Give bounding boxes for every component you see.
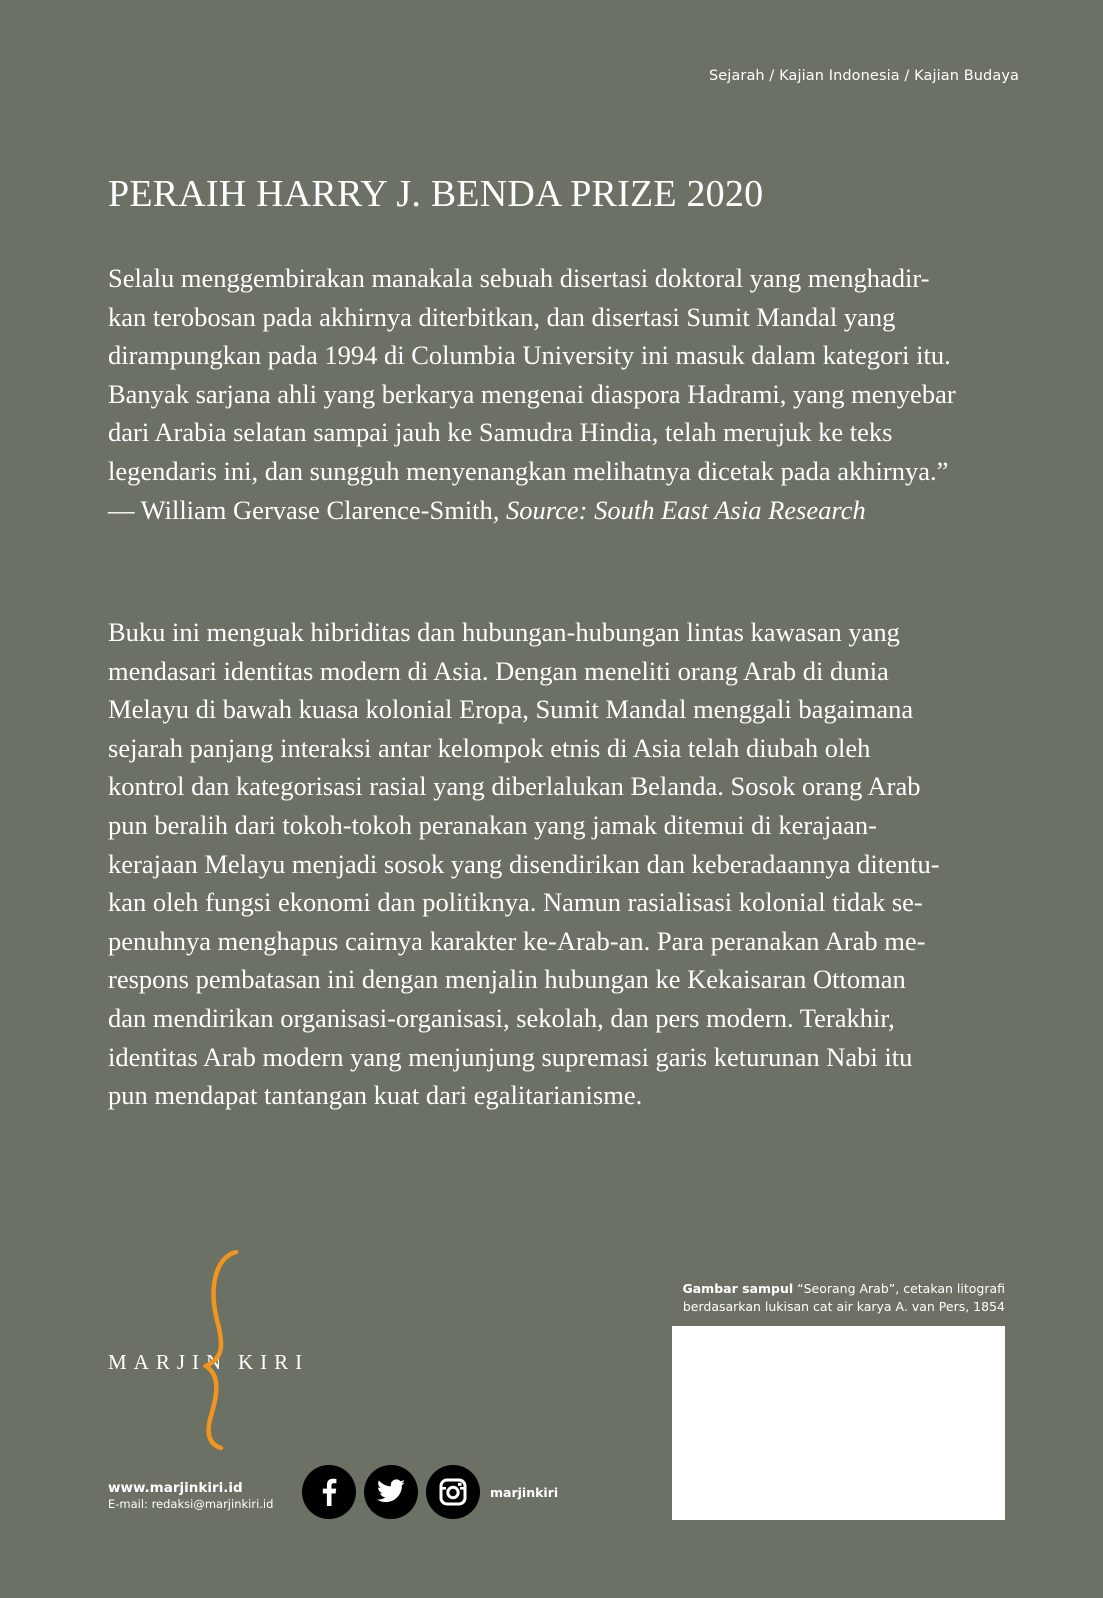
quote-line: kan terobosan pada akhirnya diterbitkan, dan disertasi Sumit Mandal yang — [108, 301, 896, 332]
quote-attribution-line — [108, 491, 1018, 530]
book-description — [108, 613, 1018, 1115]
description-line: Melayu di bawah kuasa kolonial Eropa, Sumit Mandal menggali bagaimana — [108, 694, 914, 725]
quote-source: , Source: South East Asia Research — [492, 494, 866, 525]
description-line: penuhnya menghapus cairnya karakter ke-Arab-an. Para peranakan Arab me- — [108, 925, 926, 956]
twitter-icon[interactable] — [364, 1465, 418, 1519]
category-tags: Sejarah / Kajian Indonesia / Kajian Budaya — [708, 68, 1019, 84]
instagram-icon[interactable] — [426, 1465, 480, 1519]
caption-bold: Gambar sampul — [682, 1281, 794, 1296]
description-line: kontrol dan kategorisasi rasial yang diberlalukan Belanda. Sosok orang Arab — [108, 771, 921, 802]
endorsement-quote — [108, 259, 1018, 529]
description-line: kan oleh fungsi ekonomi dan politiknya. Namun rasialisasi kolonial tidak se- — [108, 887, 923, 918]
website-link[interactable]: www.marjinkiri.id — [108, 1480, 243, 1496]
email-address[interactable]: E-mail: redaksi@marjinkiri.id — [108, 1497, 274, 1511]
logo-text-left: MARJIN — [108, 1350, 229, 1374]
description-line: kerajaan Melayu menjadi sosok yang disendirikan dan keberadaannya ditentu- — [108, 848, 940, 879]
contact-info — [108, 1480, 273, 1511]
caption-line-2: berdasarkan lukisan cat air karya A. van Pers, 1854 — [682, 1299, 1005, 1314]
cover-caption — [682, 1280, 1005, 1316]
logo-text-right: KIRI — [238, 1350, 310, 1374]
description-line: identitas Arab modern yang menjunjung supremasi garis keturunan Nabi itu — [108, 1041, 913, 1072]
quote-line: Selalu menggembirakan manakala sebuah disertasi doktoral yang menghadir- — [108, 263, 930, 293]
description-line: respons pembatasan ini dengan menjalin hubungan ke Kekaisaran Ottoman — [108, 964, 906, 995]
quote-author: — William Gervase Clarence-Smith — [108, 494, 493, 525]
publisher-logo — [108, 1250, 338, 1450]
quote-line: Banyak sarjana ahli yang berkarya mengenai diaspora Hadrami, yang menyebar — [108, 378, 956, 409]
description-line: sejarah panjang interaksi antar kelompok etnis di Asia telah diubah oleh — [108, 732, 871, 763]
social-handle[interactable]: marjinkiri — [490, 1484, 559, 1500]
curly-brace-icon — [203, 1250, 239, 1450]
caption-rest: “Seorang Arab”, cetakan litografi — [793, 1281, 1005, 1296]
quote-line: legendaris ini, dan sungguh menyenangkan melihatnya dicetak pada akhirnya.” — [108, 455, 949, 486]
description-line: Buku ini menguak hibriditas dan hubungan-hubungan lintas kawasan yang — [108, 617, 900, 647]
barcode-box — [672, 1326, 1005, 1520]
quote-line: dari Arabia selatan sampai jauh ke Samudra Hindia, telah merujuk ke teks — [108, 417, 893, 448]
prize-title: PERAIH HARRY J. BENDA PRIZE 2020 — [108, 173, 764, 215]
social-links — [302, 1465, 558, 1519]
quote-line: dirampungkan pada 1994 di Columbia University ini masuk dalam kategori itu. — [108, 340, 951, 371]
description-line: pun mendapat tantangan kuat dari egalitarianisme. — [108, 1080, 643, 1111]
caption-line-1 — [682, 1280, 1005, 1298]
facebook-icon[interactable] — [302, 1465, 356, 1519]
description-line: pun beralih dari tokoh-tokoh peranakan yang jamak ditemui di kerajaan- — [108, 809, 877, 840]
description-line: dan mendirikan organisasi-organisasi, sekolah, dan pers modern. Terakhir, — [108, 1002, 895, 1033]
description-line: mendasari identitas modern di Asia. Dengan meneliti orang Arab di dunia — [108, 655, 889, 686]
